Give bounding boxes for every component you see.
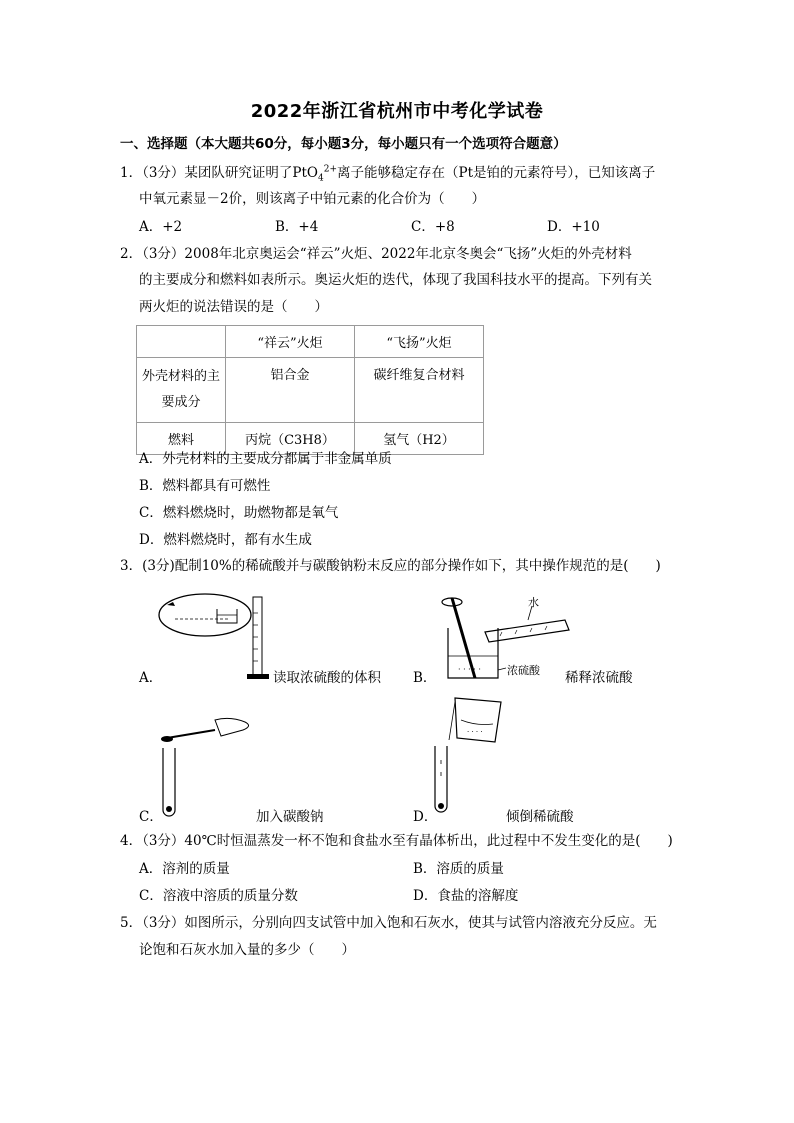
figure-a-caption: 读取浓硫酸的体积 <box>273 670 381 686</box>
figure-d-caption: 倾倒稀硫酸 <box>506 809 574 825</box>
q1-text-b: 离子能够稳定存在（Pt是铂的元素符号），已知该离子 <box>337 165 656 181</box>
q2-option-a: A．外壳材料的主要成分都属于非金属单质 <box>139 451 392 467</box>
table-cell-empty <box>137 326 226 358</box>
table-row <box>137 358 484 423</box>
figure-b-dilution <box>430 590 575 685</box>
q5-line-2: 论饱和石灰水加入量的多少（ ） <box>139 942 355 958</box>
section-heading: 一、选择题（本大题共60分，每小题3分，每小题只有一个选项符合题意） <box>120 136 567 152</box>
table-header-feiyang: “飞扬”火炬 <box>355 326 484 358</box>
q1-line-1 <box>120 164 655 182</box>
q4-option-c: C．溶液中溶质的质量分数 <box>139 888 298 904</box>
q2-option-c: C．燃料燃烧时，助燃物都是氧气 <box>139 505 339 521</box>
q1-option-a: A．+2 <box>139 219 183 235</box>
q1-superscript: 2+ <box>323 164 338 175</box>
q5-line-1: 5．（3分）如图所示，分别向四支试管中加入饱和石灰水，使其与试管内溶液充分反应。无 <box>120 915 657 931</box>
torch-table <box>136 325 484 455</box>
figure-c-letter: C． <box>139 809 163 825</box>
table-cell-shell-a: 铝合金 <box>226 358 355 423</box>
svg-text:· · · ·: · · · · <box>467 728 483 736</box>
q3-line-1: 3．(3分)配制10%的稀硫酸并与碳酸钠粉末反应的部分操作如下，其中操作规范的是( ) <box>120 558 661 574</box>
q1-option-b: B．+4 <box>275 219 319 235</box>
svg-text:· · · · ·: · · · · · <box>458 665 481 674</box>
q4-option-b: B．溶质的质量 <box>413 861 504 877</box>
q4-option-d: D．食盐的溶解度 <box>413 888 519 904</box>
q1-line-2: 中氧元素显－2价，则该离子中铂元素的化合价为（ ） <box>139 191 486 207</box>
figure-c-caption: 加入碳酸钠 <box>256 809 324 825</box>
q1-text-a: 1．（3分）某团队研究证明了PtO <box>120 165 319 181</box>
q2-line-2: 的主要成分和燃料如表所示。奥运火炬的迭代，体现了我国科技水平的提高。下列有关 <box>139 272 652 288</box>
figure-c-adding-powder <box>155 710 265 820</box>
figure-b-water-label: 水 <box>528 596 539 609</box>
table-cell-fuel-a: 丙烷（C3H8） <box>226 423 355 455</box>
q1-option-d: D．+10 <box>547 219 600 235</box>
figure-a-reading-cylinder <box>155 585 280 685</box>
table-cell-shell-b: 碳纤维复合材料 <box>355 358 484 423</box>
table-row <box>137 326 484 358</box>
q4-option-a: A．溶剂的质量 <box>139 861 230 877</box>
q2-line-1: 2．（3分）2008年北京奥运会“祥云”火炬、2022年北京冬奥会“飞扬”火炬的外壳材料 <box>120 246 632 262</box>
figure-a-letter: A． <box>139 670 163 686</box>
table-header-xiangyun: “祥云”火炬 <box>226 326 355 358</box>
q1-subscript: 4 <box>318 173 324 184</box>
figure-d-letter: D． <box>413 809 438 825</box>
q1-option-c: C．+8 <box>411 219 455 235</box>
figure-b-letter: B． <box>413 670 437 686</box>
page-title: 2022年浙江省杭州市中考化学试卷 <box>250 101 544 122</box>
figure-b-acid-label: 浓硫酸 <box>507 664 540 677</box>
q2-option-b: B．燃料都具有可燃性 <box>139 478 271 494</box>
q2-option-d: D．燃料燃烧时，都有水生成 <box>139 532 312 548</box>
table-row-label-shell: 外壳材料的主要成分 <box>137 358 226 423</box>
table-row-label-fuel: 燃料 <box>137 423 226 455</box>
figure-d-pouring <box>425 690 515 820</box>
table-cell-fuel-b: 氢气（H2） <box>355 423 484 455</box>
q4-line-1: 4．（3分）40℃时恒温蒸发一杯不饱和食盐水至有晶体析出，此过程中不发生变化的是( ) <box>120 833 673 849</box>
figure-b-caption: 稀释浓硫酸 <box>565 670 633 686</box>
q2-line-3: 两火炬的说法错误的是（ ） <box>139 299 328 315</box>
